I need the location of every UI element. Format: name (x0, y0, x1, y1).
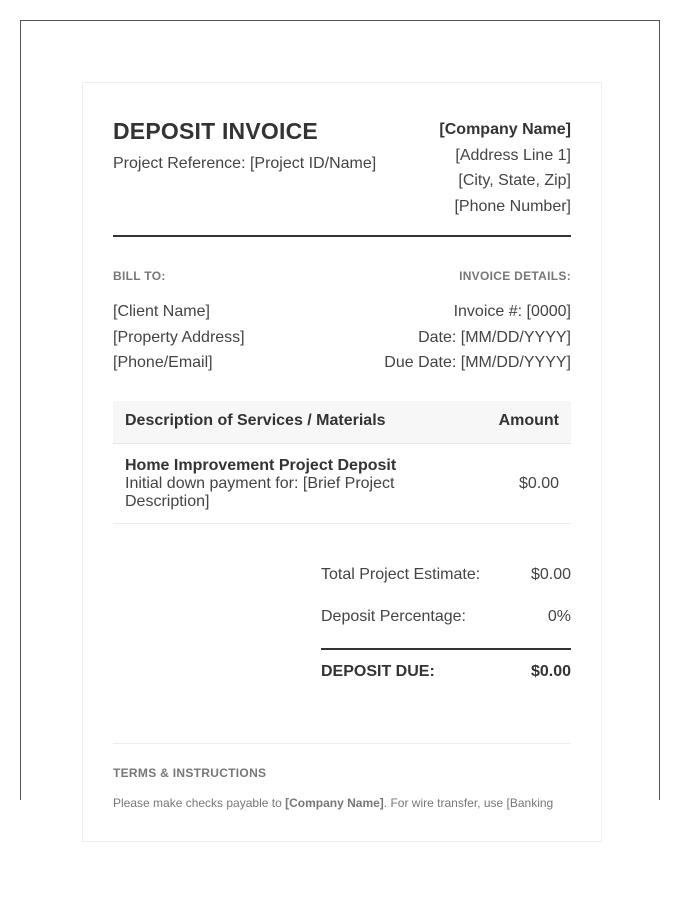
deposit-percentage-value: 0% (547, 608, 571, 625)
services-table (113, 401, 571, 524)
total-estimate-row (321, 566, 571, 586)
client-phone-email: [Phone/Email] (113, 354, 213, 371)
total-estimate-label: Total Project Estimate: (321, 566, 481, 583)
company-address: [Address Line 1] (455, 146, 571, 164)
terms-company-name: [Company Name] (285, 796, 384, 810)
terms-divider (113, 743, 571, 744)
company-name: [Company Name] (439, 121, 571, 138)
table-row (113, 444, 571, 524)
page-frame (20, 20, 660, 810)
company-phone: [Phone Number] (454, 197, 571, 215)
terms-text-suffix: . For wire transfer, use [Banking (383, 796, 554, 810)
client-name: [Client Name] (113, 303, 210, 320)
invoice-date: Date: [MM/DD/YYYY] (418, 328, 571, 346)
header-description: Description of Services / Materials (125, 412, 386, 429)
property-address: [Property Address] (113, 328, 245, 346)
row-amount: $0.00 (518, 475, 559, 492)
invoice-title: DEPOSIT INVOICE (113, 118, 318, 144)
header-amount: Amount (498, 412, 559, 429)
table-header (113, 401, 571, 444)
company-city-state-zip: [City, State, Zip] (458, 172, 571, 189)
row-title: Home Improvement Project Deposit (125, 457, 397, 474)
header-divider (113, 235, 571, 237)
bill-to-label: BILL TO: (113, 269, 166, 283)
total-estimate-value: $0.00 (530, 566, 571, 583)
row-detail: Initial down payment for: [Brief Project Description] (125, 475, 395, 510)
row-description (125, 457, 425, 511)
invoice-number: Invoice #: [0000] (453, 303, 571, 320)
invoice-sheet (82, 82, 602, 842)
terms-text-prefix: Please make checks payable to (113, 796, 286, 810)
deposit-divider (321, 648, 571, 650)
invoice-details-label: INVOICE DETAILS: (459, 269, 571, 283)
deposit-percentage-label: Deposit Percentage: (321, 608, 466, 625)
invoice-details-block (384, 269, 571, 376)
deposit-due-label: DEPOSIT DUE: (321, 663, 435, 680)
deposit-due-value: $0.00 (530, 663, 571, 680)
deposit-percentage-row (321, 608, 571, 628)
bill-to-block (113, 269, 245, 376)
terms-text (113, 796, 571, 810)
deposit-due-row (321, 663, 571, 683)
invoice-due-date: Due Date: [MM/DD/YYYY] (384, 354, 571, 371)
project-reference: Project Reference: [Project ID/Name] (113, 155, 377, 172)
terms-label: TERMS & INSTRUCTIONS (113, 766, 267, 780)
company-block (439, 117, 571, 219)
